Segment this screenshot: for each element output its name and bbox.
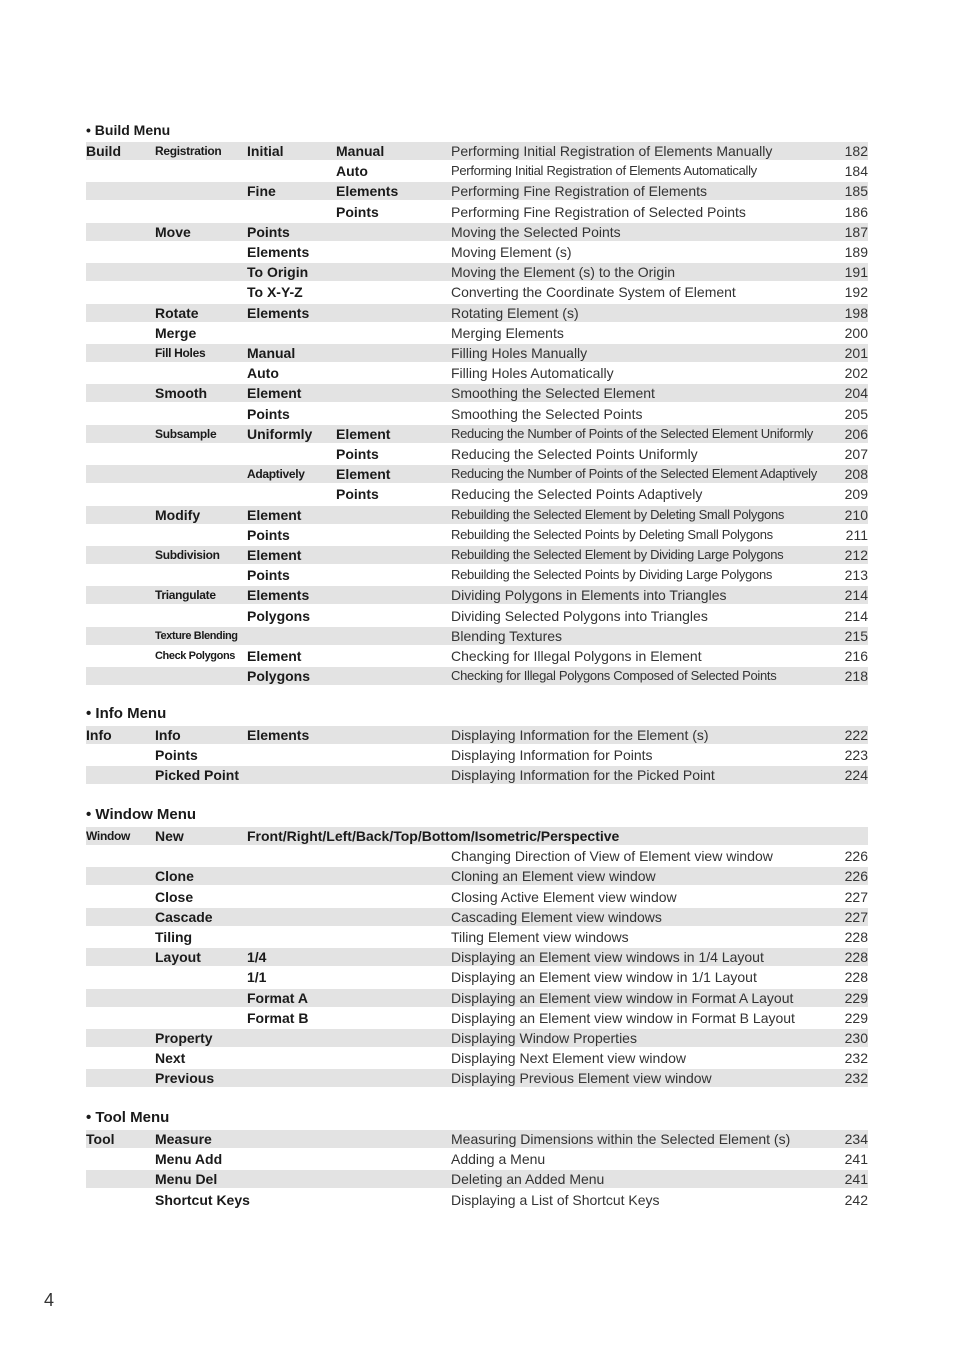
window-menu-section bbox=[86, 806, 868, 1094]
page-ref-cell: 214 bbox=[844, 607, 868, 624]
page-ref-cell: 230 bbox=[844, 1030, 868, 1046]
page-ref-cell: 184 bbox=[844, 163, 868, 180]
description-cell: Cloning an Element view window bbox=[451, 868, 656, 885]
description-cell: Reducing the Selected Points Uniformly bbox=[451, 446, 698, 462]
command-cell: Subdivision bbox=[155, 548, 220, 562]
page-ref-cell: 211 bbox=[845, 526, 868, 543]
command-cell: Check Polygons bbox=[155, 650, 235, 662]
description-cell: Displaying an Element view window in 1/1 Layout bbox=[451, 969, 757, 986]
page-ref-cell: 187 bbox=[844, 223, 868, 240]
page-ref-cell: 201 bbox=[844, 345, 868, 361]
subcommand-cell: Elements bbox=[247, 304, 310, 321]
command-cell: Picked Point bbox=[155, 767, 240, 784]
table-row bbox=[86, 182, 868, 200]
subcommand-cell: Polygons bbox=[247, 607, 311, 624]
subcommand-cell: Elements bbox=[247, 244, 310, 260]
page-ref-cell: 241 bbox=[844, 1171, 868, 1188]
option-cell: Element bbox=[336, 466, 391, 483]
menu-cell: Window bbox=[86, 829, 131, 843]
table-row bbox=[86, 968, 868, 986]
table-row bbox=[86, 223, 868, 241]
page-ref-cell: 241 bbox=[844, 1151, 868, 1168]
description-cell: Performing Initial Registration of Elements Automatically bbox=[451, 163, 757, 179]
description-cell: Reducing the Selected Points Adaptively bbox=[451, 486, 703, 503]
description-cell: Rebuilding the Selected Element by Deleting Small Polygons bbox=[451, 506, 785, 522]
description-cell: Checking for Illegal Polygons in Element bbox=[451, 648, 702, 664]
description-cell: Measuring Dimensions within the Selected Element (s) bbox=[451, 1131, 791, 1147]
command-cell: Info bbox=[155, 727, 181, 743]
subcommand-cell: 1/1 bbox=[247, 969, 267, 986]
subcommand-cell: Element bbox=[247, 506, 302, 523]
table-row bbox=[86, 283, 868, 301]
table-row bbox=[86, 304, 868, 322]
table-row bbox=[86, 1049, 868, 1067]
table-row bbox=[86, 445, 868, 463]
description-cell: Merging Elements bbox=[451, 324, 564, 341]
description-cell: Rotating Element (s) bbox=[451, 304, 579, 321]
subcommand-cell: Format B bbox=[247, 1009, 309, 1026]
description-cell: Closing Active Element view window bbox=[451, 888, 677, 905]
description-cell: Displaying Information for the Picked Point bbox=[451, 767, 715, 784]
subcommand-cell: Adaptively bbox=[247, 467, 305, 482]
window-menu-title: • Window Menu bbox=[86, 806, 197, 823]
page-ref-cell: 229 bbox=[844, 1009, 868, 1026]
table-row bbox=[86, 485, 868, 503]
page-ref-cell: 228 bbox=[844, 949, 868, 966]
description-cell: Deleting an Added Menu bbox=[451, 1171, 605, 1188]
command-cell: Texture Blending bbox=[155, 629, 238, 642]
description-cell: Smoothing the Selected Element bbox=[451, 385, 655, 402]
page-ref-cell: 207 bbox=[844, 446, 868, 462]
command-cell: Cascade bbox=[155, 908, 213, 925]
command-cell: Merge bbox=[155, 324, 197, 341]
description-cell: Adding a Menu bbox=[451, 1151, 546, 1168]
subcommand-cell: Element bbox=[247, 648, 302, 664]
option-cell: Points bbox=[336, 203, 379, 220]
subcommand-cell: Polygons bbox=[247, 668, 311, 685]
option-cell: Elements bbox=[336, 183, 399, 200]
command-cell: Tiling bbox=[155, 929, 193, 945]
description-cell: Displaying Window Properties bbox=[451, 1030, 637, 1046]
description-cell: Converting the Coordinate System of Element bbox=[451, 284, 736, 301]
description-cell: Rebuilding the Selected Element by Dividing Large Polygons bbox=[451, 547, 784, 562]
option-cell: Points bbox=[336, 486, 379, 503]
description-cell: Displaying Information for the Element (s) bbox=[451, 727, 709, 743]
page-ref-cell: 214 bbox=[844, 587, 868, 604]
build-menu-title: • Build Menu bbox=[86, 122, 171, 138]
page-ref-cell: 212 bbox=[844, 547, 868, 563]
page-ref-cell: 234 bbox=[844, 1131, 868, 1147]
subcommand-cell: Element bbox=[247, 385, 302, 402]
table-row bbox=[86, 263, 868, 281]
page-ref-cell: 226 bbox=[844, 848, 868, 865]
description-cell: Displaying Previous Element view window bbox=[451, 1070, 712, 1087]
table-row bbox=[86, 867, 868, 885]
subcommand-cell: Points bbox=[247, 526, 290, 543]
table-row bbox=[86, 647, 868, 665]
table-row bbox=[86, 627, 868, 645]
command-cell: Menu Del bbox=[155, 1171, 218, 1188]
page-ref-cell: 229 bbox=[844, 989, 868, 1006]
subcommand-cell: Initial bbox=[247, 143, 284, 159]
option-cell: Points bbox=[336, 446, 379, 462]
page-ref-cell: 226 bbox=[844, 868, 868, 885]
description-cell: Displaying an Element view window in Format B Layout bbox=[451, 1009, 795, 1026]
page-ref-cell: 242 bbox=[844, 1191, 868, 1208]
table-row bbox=[86, 344, 868, 362]
description-cell: Performing Fine Registration of Selected Points bbox=[451, 203, 746, 220]
description-cell: Dividing Polygons in Elements into Triangles bbox=[451, 587, 727, 604]
description-cell: Changing Direction of View of Element view window bbox=[451, 848, 773, 865]
description-cell: Moving Element (s) bbox=[451, 244, 572, 260]
table-row bbox=[86, 766, 868, 784]
option-cell: Auto bbox=[336, 163, 368, 180]
table-row bbox=[86, 948, 868, 966]
description-cell: Displaying Next Element view window bbox=[451, 1050, 686, 1067]
subcommand-cell: Manual bbox=[247, 345, 296, 361]
command-cell: Property bbox=[155, 1030, 213, 1046]
page-ref-cell: 191 bbox=[844, 264, 868, 281]
table-row bbox=[86, 203, 868, 221]
description-cell: Rebuilding the Selected Points by Deleting Small Polygons bbox=[451, 526, 773, 542]
table-row bbox=[86, 827, 868, 845]
table-row bbox=[86, 726, 868, 744]
subcommand-cell: Points bbox=[247, 223, 290, 240]
page-ref-cell: 223 bbox=[844, 747, 868, 764]
description-cell: Reducing the Number of Points of the Selected Element Uniformly bbox=[451, 425, 813, 441]
page-ref-cell: 232 bbox=[844, 1070, 868, 1087]
command-cell: Triangulate bbox=[155, 588, 216, 603]
subcommand-cell: To X-Y-Z bbox=[247, 284, 303, 301]
page-ref-cell: 208 bbox=[844, 466, 868, 483]
table-row bbox=[86, 1009, 868, 1027]
subcommand-cell: Front/Right/Left/Back/Top/Bottom/Isometric/Perspective bbox=[247, 828, 620, 844]
description-cell: Dividing Selected Polygons into Triangles bbox=[451, 607, 708, 624]
command-cell: Next bbox=[155, 1050, 186, 1067]
page-ref-cell: 232 bbox=[844, 1050, 868, 1067]
command-cell: Registration bbox=[155, 144, 222, 158]
page-ref-cell: 216 bbox=[844, 648, 868, 664]
table-row bbox=[86, 928, 868, 946]
table-row bbox=[86, 586, 868, 604]
table-row bbox=[86, 405, 868, 423]
description-cell: Blending Textures bbox=[451, 627, 563, 644]
page-ref-cell: 206 bbox=[844, 425, 868, 442]
page-ref-cell: 210 bbox=[844, 506, 868, 523]
command-cell: Menu Add bbox=[155, 1151, 223, 1168]
table-row bbox=[86, 1130, 868, 1148]
table-row bbox=[86, 425, 868, 443]
page-ref-cell: 213 bbox=[844, 567, 868, 584]
description-cell: Performing Fine Registration of Elements bbox=[451, 183, 707, 200]
subcommand-cell: Points bbox=[247, 405, 290, 422]
page-ref-cell: 200 bbox=[844, 324, 868, 341]
page-ref-cell: 192 bbox=[844, 284, 868, 301]
page-ref-cell: 222 bbox=[844, 727, 868, 743]
command-cell: Smooth bbox=[155, 385, 208, 402]
description-cell: Cascading Element view windows bbox=[451, 908, 662, 925]
page-ref-cell: 218 bbox=[844, 668, 868, 685]
subcommand-cell: Points bbox=[247, 567, 290, 584]
page-ref-cell: 228 bbox=[844, 929, 868, 945]
table-row bbox=[86, 465, 868, 483]
table-row bbox=[86, 526, 868, 544]
menu-cell: Tool bbox=[86, 1131, 115, 1147]
command-cell: Subsample bbox=[155, 426, 217, 441]
page-number: 4 bbox=[44, 1290, 55, 1310]
option-cell: Manual bbox=[336, 143, 385, 159]
info-menu-title: • Info Menu bbox=[86, 705, 167, 722]
table-row bbox=[86, 1170, 868, 1188]
table-row bbox=[86, 243, 868, 261]
page-ref-cell: 198 bbox=[844, 304, 868, 321]
table-row bbox=[86, 908, 868, 926]
page-ref-cell: 227 bbox=[844, 908, 868, 925]
page-ref-cell: 185 bbox=[844, 183, 868, 200]
command-cell: Clone bbox=[155, 868, 194, 885]
subcommand-cell: Fine bbox=[247, 183, 276, 200]
table-row bbox=[86, 546, 868, 564]
table-row bbox=[86, 1069, 868, 1087]
command-cell: New bbox=[155, 828, 184, 844]
table-row bbox=[86, 364, 868, 382]
subcommand-cell: Format A bbox=[247, 989, 308, 1006]
page-ref-cell: 182 bbox=[844, 143, 868, 159]
table-row bbox=[86, 667, 868, 685]
subcommand-cell: Elements bbox=[247, 727, 310, 743]
description-cell: Reducing the Number of Points of the Selected Element Adaptively bbox=[451, 466, 817, 482]
subcommand-cell: Uniformly bbox=[247, 425, 313, 442]
command-cell: Fill Holes bbox=[155, 346, 206, 360]
description-cell: Checking for Illegal Polygons Composed of Selected Points bbox=[451, 668, 777, 684]
table-row bbox=[86, 142, 868, 160]
table-row bbox=[86, 1029, 868, 1047]
description-cell: Displaying a List of Shortcut Keys bbox=[451, 1191, 660, 1208]
description-cell: Displaying Information for Points bbox=[451, 747, 653, 764]
description-cell: Tiling Element view windows bbox=[451, 929, 629, 945]
page-ref-cell: 186 bbox=[844, 203, 868, 220]
subcommand-cell: To Origin bbox=[247, 264, 309, 281]
command-cell: Close bbox=[155, 888, 194, 905]
command-cell: Measure bbox=[155, 1131, 212, 1147]
description-cell: Filling Holes Manually bbox=[451, 345, 588, 361]
tool-menu-title: • Tool Menu bbox=[86, 1109, 170, 1126]
table-row bbox=[86, 324, 868, 342]
description-cell: Rebuilding the Selected Points by Dividing Large Polygons bbox=[451, 567, 773, 583]
page-ref-cell: 204 bbox=[844, 385, 868, 402]
description-cell: Performing Initial Registration of Elements Manually bbox=[451, 143, 773, 159]
page-ref-cell: 189 bbox=[844, 244, 868, 260]
subcommand-cell: Elements bbox=[247, 587, 310, 604]
table-row bbox=[86, 162, 868, 180]
command-cell: Move bbox=[155, 223, 191, 240]
table-row bbox=[86, 989, 868, 1007]
menu-cell: Build bbox=[86, 143, 121, 159]
command-cell: Points bbox=[155, 747, 198, 764]
command-cell: Layout bbox=[155, 949, 201, 966]
table-row bbox=[86, 746, 868, 764]
table-row bbox=[86, 607, 868, 625]
command-cell: Rotate bbox=[155, 304, 199, 321]
command-cell: Previous bbox=[155, 1070, 215, 1087]
description-cell: Smoothing the Selected Points bbox=[451, 405, 643, 422]
page-ref-cell: 209 bbox=[844, 486, 868, 503]
subcommand-cell: 1/4 bbox=[247, 949, 267, 966]
table-row bbox=[86, 1191, 868, 1209]
page-ref-cell: 228 bbox=[844, 969, 868, 986]
description-cell: Filling Holes Automatically bbox=[451, 365, 614, 382]
menu-cell: Info bbox=[86, 727, 112, 743]
description-cell: Displaying an Element view windows in 1/4 Layout bbox=[451, 949, 764, 966]
table-row bbox=[86, 384, 868, 402]
page-ref-cell: 215 bbox=[844, 627, 868, 644]
table-row bbox=[86, 847, 868, 865]
table-row bbox=[86, 566, 868, 584]
description-cell: Moving the Element (s) to the Origin bbox=[451, 264, 676, 281]
option-cell: Element bbox=[336, 425, 391, 442]
info-menu-section bbox=[86, 705, 868, 791]
description-cell: Moving the Selected Points bbox=[451, 223, 621, 240]
build-menu-section bbox=[86, 122, 868, 691]
table-row bbox=[86, 888, 868, 906]
table-row bbox=[86, 1150, 868, 1168]
page-ref-cell: 227 bbox=[844, 888, 868, 905]
command-cell: Shortcut Keys bbox=[155, 1191, 250, 1208]
table-row bbox=[86, 506, 868, 524]
description-cell: Displaying an Element view window in Format A Layout bbox=[451, 989, 794, 1006]
subcommand-cell: Auto bbox=[247, 365, 279, 382]
page-ref-cell: 202 bbox=[844, 365, 868, 382]
tool-menu-section bbox=[86, 1109, 868, 1215]
page-ref-cell: 224 bbox=[844, 767, 868, 784]
page-ref-cell: 205 bbox=[844, 405, 868, 422]
subcommand-cell: Element bbox=[247, 547, 302, 563]
command-cell: Modify bbox=[155, 506, 201, 523]
